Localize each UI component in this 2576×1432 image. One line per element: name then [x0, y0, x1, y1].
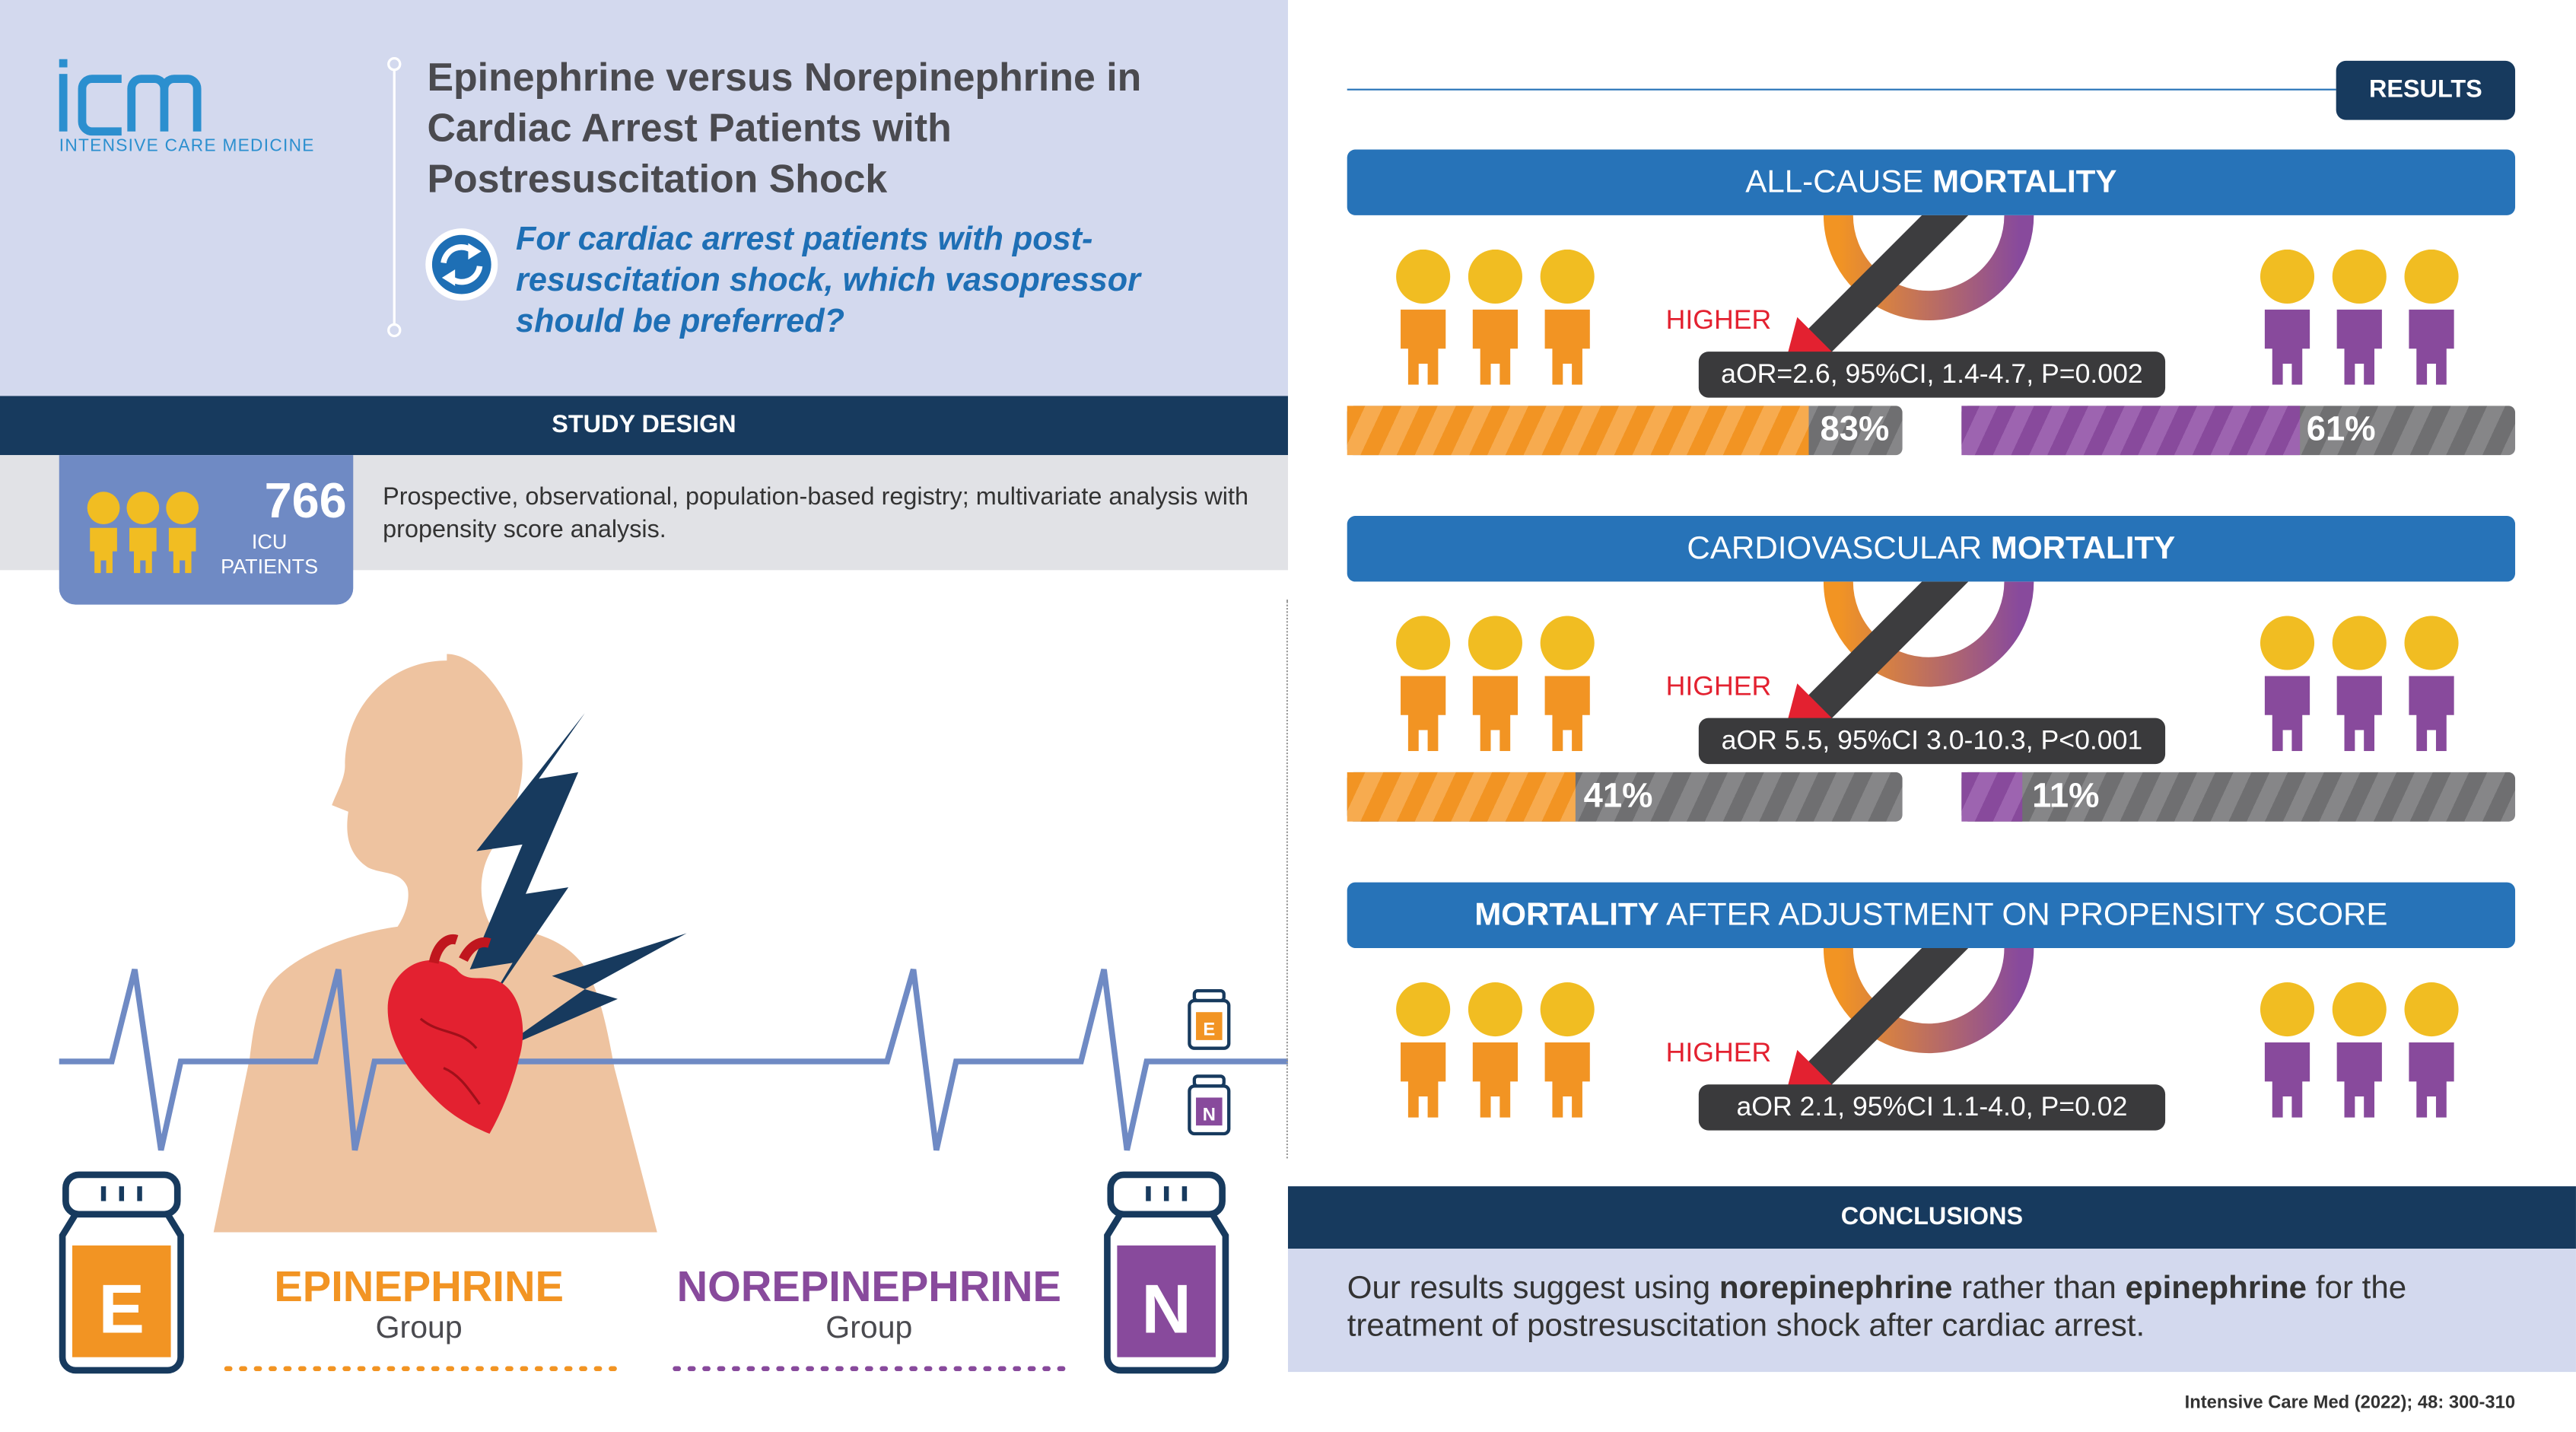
- results-rule: [1347, 89, 2336, 91]
- patients-group-icon: [85, 485, 200, 580]
- higher-label: HIGHER: [1665, 672, 1772, 702]
- conclusion-bold-1: norepinephrine: [1719, 1270, 1953, 1306]
- patient-label-line2: PATIENTS: [221, 555, 319, 579]
- section-title-bold: MORTALITY: [1932, 164, 2117, 201]
- adjusted-stat: aOR 2.1, 95%CI 1.1-4.0, P=0.02: [1699, 1084, 2165, 1130]
- norepinephrine-group-label: Group: [825, 1311, 913, 1346]
- higher-label: HIGHER: [1665, 1038, 1772, 1068]
- conclusions-header: CONCLUSIONS: [1288, 1186, 2576, 1249]
- conclusion-part-2: rather than: [1952, 1270, 2126, 1306]
- column-separator: [1286, 600, 1288, 1158]
- icm-logo-mark: [56, 56, 211, 135]
- study-design-header: STUDY DESIGN: [0, 396, 1288, 455]
- epi-bar-all-cause: [1347, 406, 1903, 455]
- cardiovascular-stat: aOR 5.5, 95%CI 3.0-10.3, P<0.001: [1699, 718, 2165, 764]
- epinephrine-group-label: Group: [375, 1311, 463, 1346]
- higher-label: HIGHER: [1665, 305, 1772, 336]
- epi-bar-all-cause-fill: [1347, 406, 1808, 455]
- patient-label-line1: ICU: [251, 530, 288, 554]
- svg-text:N: N: [1202, 1104, 1216, 1125]
- all-cause-stat: aOR=2.6, 95%CI, 1.4-4.7, P=0.002: [1699, 352, 2165, 397]
- title-divider: [384, 56, 404, 338]
- svg-text:E: E: [1203, 1019, 1216, 1040]
- epinephrine-people-icon: [1393, 243, 1603, 391]
- study-design-description: Prospective, observational, population-based registry; multivariate analysis with propensity score analysis.: [383, 482, 1249, 544]
- epi-bar-all-cause-label: 83%: [1820, 410, 1890, 449]
- section-title-plain: ALL-CAUSE: [1745, 164, 1932, 201]
- logo-subtitle: INTENSIVE CARE MEDICINE: [59, 136, 315, 157]
- icm-logo: [56, 56, 211, 142]
- conclusion-part-3: for the treatment of postresuscitation shock after cardiac arrest.: [1347, 1270, 2407, 1344]
- small-vial-e-icon: [1189, 991, 1229, 1049]
- norepinephrine-group-name: NOREPINEPHRINE: [676, 1262, 1062, 1312]
- conclusion-part-1: Our results suggest using: [1347, 1270, 1719, 1306]
- small-vial-n-icon: [1189, 1076, 1229, 1134]
- norepinephrine-vial-icon: [1107, 1175, 1225, 1370]
- norepi-bar-cardiovascular-fill: [1961, 772, 2022, 822]
- all-cause-mortality-header: [1347, 150, 2515, 215]
- page-title: Epinephrine versus Norepinephrine in Cardiac Arrest Patients with Postresuscitation Shock: [427, 56, 1142, 202]
- patient-label: [204, 530, 336, 580]
- norepinephrine-people-icon: [2257, 976, 2467, 1124]
- norepi-bar-all-cause-fill: [1961, 406, 2299, 455]
- epinephrine-people-icon: [1393, 976, 1603, 1124]
- norepi-bar-cardiovascular: [1961, 772, 2515, 822]
- epinephrine-group-name: EPINEPHRINE: [274, 1262, 564, 1312]
- epi-bar-cardiovascular: [1347, 772, 1903, 822]
- section-title-plain: AFTER ADJUSTMENT ON PROPENSITY SCORE: [1658, 897, 2388, 934]
- epi-bar-cardiovascular-label: 41%: [1583, 777, 1653, 816]
- conclusions-text: [1347, 1270, 2530, 1345]
- epinephrine-people-icon: [1393, 609, 1603, 757]
- patient-count: 766: [264, 475, 347, 530]
- patient-count-box: [59, 455, 354, 605]
- conclusion-bold-2: epinephrine: [2125, 1270, 2307, 1306]
- section-title-bold: MORTALITY: [1990, 530, 2176, 567]
- body-silhouette-icon: [214, 654, 657, 1232]
- norepi-bar-all-cause: [1961, 406, 2515, 455]
- section-title-plain: CARDIOVASCULAR: [1687, 530, 1991, 567]
- svg-text:N: N: [1141, 1271, 1191, 1348]
- section-title-bold: MORTALITY: [1474, 897, 1659, 934]
- epi-bar-cardiovascular-fill: [1347, 772, 1575, 822]
- adjusted-mortality-header: [1347, 883, 2515, 948]
- svg-text:E: E: [98, 1271, 145, 1348]
- results-tag: RESULTS: [2336, 61, 2515, 120]
- cardiovascular-mortality-header: [1347, 516, 2515, 581]
- norepi-bar-cardiovascular-label: 11%: [2032, 777, 2100, 816]
- norepinephrine-people-icon: [2257, 243, 2467, 391]
- norepi-bar-all-cause-label: 61%: [2306, 410, 2376, 449]
- research-question: For cardiac arrest patients with post-resuscitation shock, which vasopressor should be preferred?: [516, 221, 1140, 340]
- citation: Intensive Care Med (2022); 48: 300-310: [2184, 1393, 2516, 1414]
- epinephrine-vial-icon: [62, 1175, 180, 1370]
- norepinephrine-people-icon: [2257, 609, 2467, 757]
- swap-arrows-icon: [424, 227, 499, 302]
